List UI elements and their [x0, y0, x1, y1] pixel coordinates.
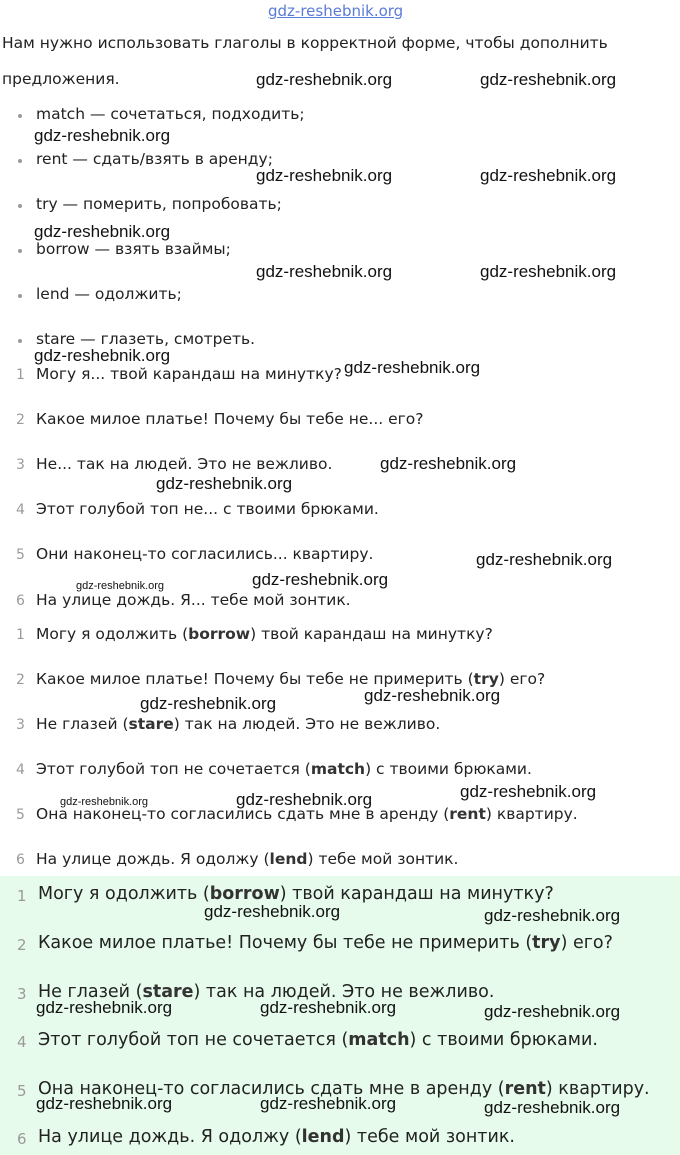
answer-verb: borrow — [209, 884, 280, 904]
answer-verb: match — [310, 760, 366, 778]
task-number: 1 — [16, 367, 25, 383]
site-title-link[interactable]: gdz-reshebnik.org — [268, 2, 404, 20]
answer-sentence — [36, 625, 493, 643]
answer-verb: match — [348, 1030, 410, 1050]
watermark: gdz-reshebnik.org — [256, 166, 393, 185]
answer-text-before: Этот голубой топ не сочетается ( — [38, 1030, 349, 1050]
answer-sentence — [38, 884, 554, 904]
answer-number: 5 — [16, 807, 25, 823]
answer-text-after: ) твой карандаш на минутку? — [279, 884, 554, 904]
answer-verb: borrow — [188, 625, 251, 643]
watermark: gdz-reshebnik.org — [260, 1094, 397, 1113]
watermark: gdz-reshebnik.org — [140, 694, 277, 713]
answer-verb: stare — [128, 715, 174, 733]
task-sentence: Не... так на людей. Это не вежливо. — [36, 455, 333, 473]
answer-text-after: ) твой карандаш на минутку? — [250, 625, 493, 643]
task-sentence: На улице дождь. Я... тебе мой зонтик. — [36, 591, 351, 609]
answer-text-after: ) тебе мой зонтик. — [344, 1127, 515, 1147]
verb-item-stare: stare — глазеть, смотреть. — [36, 330, 256, 348]
task-number: 4 — [16, 502, 25, 518]
task-number: 3 — [16, 457, 25, 473]
answer-verb: stare — [142, 982, 194, 1002]
answer-number: 3 — [17, 985, 27, 1003]
watermark: gdz-reshebnik.org — [236, 790, 373, 809]
answer-verb: rent — [449, 805, 486, 823]
watermark: gdz-reshebnik.org — [204, 902, 341, 921]
answer-text-after: ) квартиру. — [485, 805, 578, 823]
watermark: gdz-reshebnik.org — [252, 570, 389, 589]
bullet-dot — [18, 294, 22, 298]
watermark: gdz-reshebnik.org — [484, 1002, 621, 1021]
verb-item-try: try — померить, попробовать; — [36, 195, 282, 213]
answer-text-after: ) так на людей. Это не вежливо. — [193, 982, 495, 1002]
answer-number: 6 — [17, 1130, 27, 1148]
watermark: gdz-reshebnik.org — [260, 998, 397, 1017]
watermark: gdz-reshebnik.org — [344, 358, 481, 377]
answer-sentence — [36, 760, 532, 778]
answer-verb: rent — [504, 1079, 546, 1099]
bullet-dot — [18, 114, 22, 118]
answer-text-before: Этот голубой топ не сочетается ( — [36, 760, 311, 778]
answer-text-after: ) тебе мой зонтик. — [307, 850, 459, 868]
answer-verb: try — [473, 670, 499, 688]
watermark: gdz-reshebnik.org — [460, 782, 597, 801]
watermark: gdz-reshebnik.org — [484, 1098, 621, 1117]
watermark: gdz-reshebnik.org — [364, 686, 501, 705]
answer-number: 1 — [17, 887, 27, 905]
answer-text-before: Она наконец-то согласились сдать мне в аренду ( — [36, 805, 450, 823]
watermark: gdz-reshebnik.org — [60, 796, 149, 808]
bullet-dot — [18, 339, 22, 343]
answer-sentence — [36, 850, 458, 868]
answer-text-before: На улице дождь. Я одолжу ( — [36, 850, 270, 868]
answer-sentence — [38, 1127, 515, 1147]
watermark: gdz-reshebnik.org — [34, 126, 171, 145]
answer-text-before: Какое милое платье! Почему бы тебе не примерить ( — [36, 670, 474, 688]
watermark: gdz-reshebnik.org — [36, 1094, 173, 1113]
answer-number: 1 — [16, 627, 25, 643]
answer-text-before: Какое милое платье! Почему бы тебе не примерить ( — [38, 933, 533, 953]
answer-number: 5 — [17, 1082, 27, 1100]
watermark: gdz-reshebnik.org — [480, 262, 617, 281]
answer-verb: lend — [269, 850, 308, 868]
task-sentence: Они наконец-то согласились... квартиру. — [36, 545, 374, 563]
watermark: gdz-reshebnik.org — [380, 454, 517, 473]
task-number: 6 — [16, 593, 25, 609]
watermark: gdz-reshebnik.org — [76, 580, 165, 592]
answer-text-before: На улице дождь. Я одолжу ( — [38, 1127, 302, 1147]
watermark: gdz-reshebnik.org — [36, 998, 173, 1017]
answer-number: 2 — [17, 936, 27, 954]
verb-item-rent: rent — сдать/взять в аренду; — [36, 150, 273, 168]
answer-text-before: Могу я одолжить ( — [36, 625, 189, 643]
answer-text-before: Могу я одолжить ( — [38, 884, 210, 904]
bullet-dot — [18, 204, 22, 208]
bullet-dot — [18, 159, 22, 163]
bullet-dot — [18, 249, 22, 253]
watermark: gdz-reshebnik.org — [256, 262, 393, 281]
answer-text-after: ) квартиру. — [545, 1079, 650, 1099]
watermark: gdz-reshebnik.org — [480, 166, 617, 185]
task-number: 2 — [16, 412, 25, 428]
answer-verb: lend — [301, 1127, 345, 1147]
intro-line-2: предложения. — [2, 70, 120, 88]
answer-text-after: ) его? — [560, 933, 613, 953]
answer-number: 4 — [16, 762, 25, 778]
watermark: gdz-reshebnik.org — [256, 70, 393, 89]
watermark: gdz-reshebnik.org — [34, 346, 171, 365]
answer-sentence — [38, 933, 613, 953]
intro-line-1: Нам нужно использовать глаголы в корректной форме, чтобы дополнить — [2, 34, 608, 52]
watermark: gdz-reshebnik.org — [484, 906, 621, 925]
watermark: gdz-reshebnik.org — [34, 222, 171, 241]
verb-item-borrow: borrow — взять взаймы; — [36, 240, 231, 258]
answer-sentence — [36, 715, 440, 733]
answer-number: 6 — [16, 852, 25, 868]
answer-number: 2 — [16, 672, 25, 688]
verb-item-match: match — сочетаться, подходить; — [36, 105, 305, 123]
answer-text-before: Не глазей ( — [38, 982, 143, 1002]
answer-text-after: ) с твоими брюками. — [365, 760, 532, 778]
answer-text-after: ) с твоими брюками. — [409, 1030, 598, 1050]
answer-text-after: ) его? — [498, 670, 546, 688]
task-sentence: Какое милое платье! Почему бы тебе не... его? — [36, 410, 424, 428]
verb-item-lend: lend — одолжить; — [36, 285, 182, 303]
watermark: gdz-reshebnik.org — [480, 70, 617, 89]
task-sentence: Этот голубой топ не... с твоими брюками. — [36, 500, 379, 518]
answer-text-before: Она наконец-то согласились сдать мне в аренду ( — [38, 1079, 505, 1099]
answer-text-after: ) так на людей. Это не вежливо. — [173, 715, 441, 733]
watermark: gdz-reshebnik.org — [476, 550, 613, 569]
answer-number: 3 — [16, 717, 25, 733]
answer-number: 4 — [17, 1033, 27, 1051]
answer-text-before: Не глазей ( — [36, 715, 129, 733]
task-sentence: Могу я... твой карандаш на минутку? — [36, 365, 342, 383]
answer-verb: try — [532, 933, 561, 953]
watermark: gdz-reshebnik.org — [156, 474, 293, 493]
task-number: 5 — [16, 547, 25, 563]
answer-sentence — [38, 1030, 598, 1050]
